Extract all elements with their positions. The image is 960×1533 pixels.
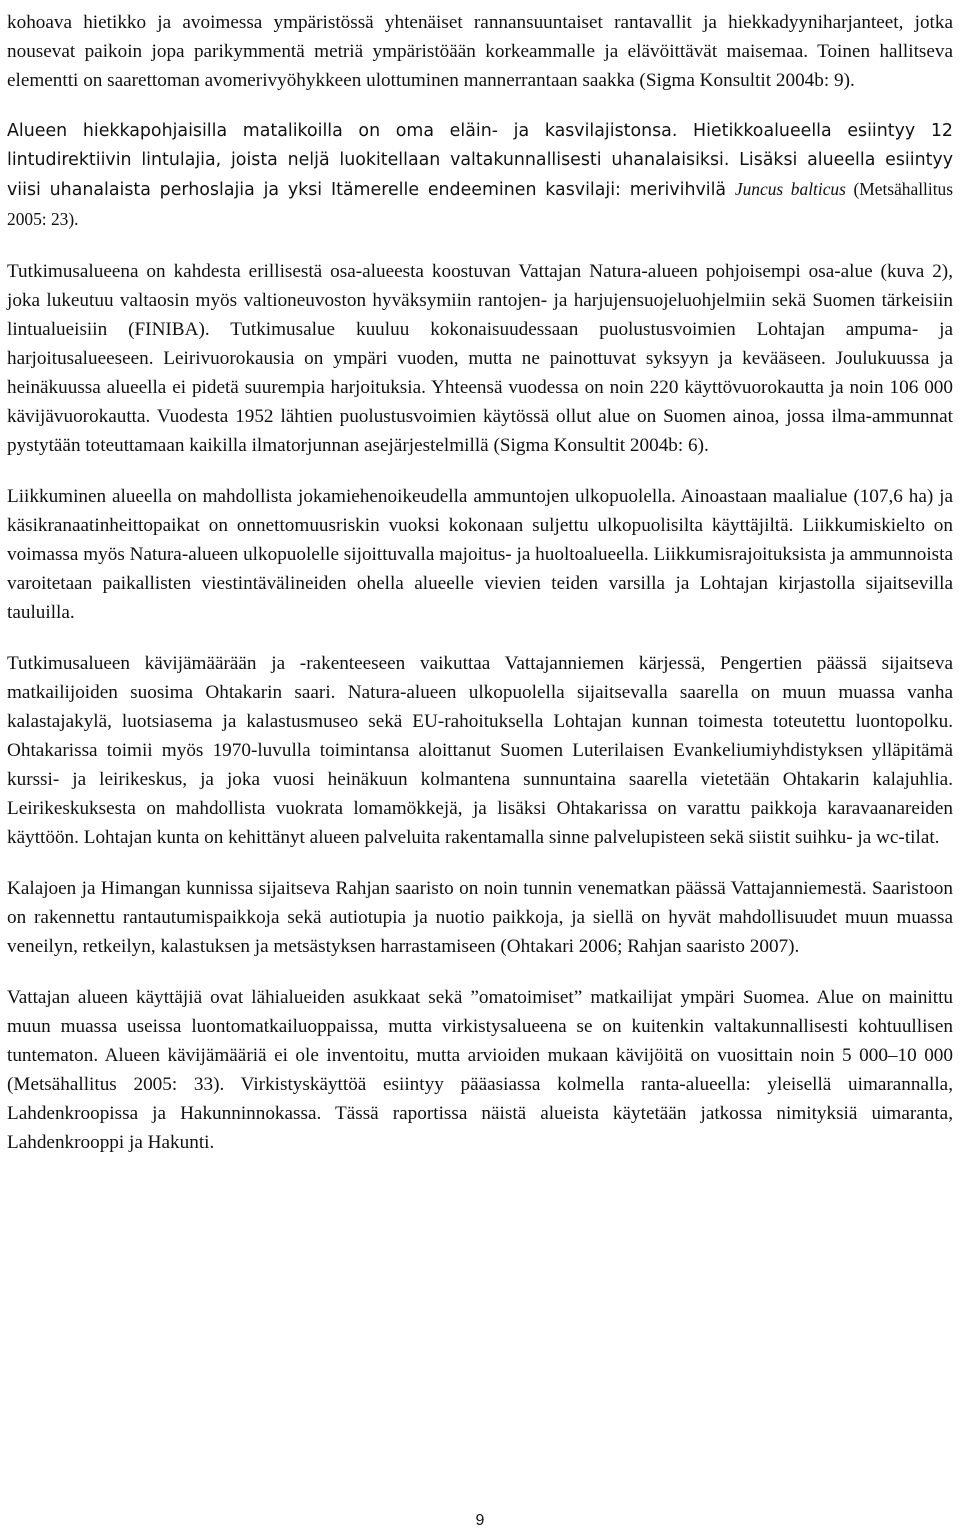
paragraph-spacer <box>7 95 953 117</box>
paragraph-visitors: Vattajan alueen käyttäjiä ovat lähialueiden asukkaat sekä ”omatoimiset” matkailijat ympäri Suomea. Alue on mainittu muun muassa useissa luontomatkailuoppaissa, mutta virkistysalueena se on kuitenkin valtakunnallisesti kohtuullisen tuntematon. Alueen kävijämääriä ei ole inventoitu, mutta arvioiden mukaan kävijöitä on vuosittain noin 5 000–10 000 (Metsähallitus 2005: 33). Virkistyskäyttöä esiintyy pääasiassa kolmella ranta-alueella: yleisellä uimarannalla, Lahdenkroopissa ja Hakunninnokassa. Tässä raportissa näistä alueista käytetään jatkossa nimityksiä uimaranta, Lahdenkrooppi ja Hakunti. <box>7 987 953 1153</box>
paragraph-spacer <box>7 852 953 874</box>
paragraph-rahja: Kalajoen ja Himangan kunnissa sijaitseva Rahjan saaristo on noin tunnin venematkan päässä Vattajanniemestä. Saaristoon on rakennettu rantautumispaikkoja sekä autiotupia ja nuotio paikkoja, ja siellä on hyvät mahdollisuudet muun muassa veneilyn, retkeilyn, kalastuksen ja metsästyksen harrastamiseen (Ohtakari 2006; Rahjan saaristo 2007). <box>7 878 953 957</box>
paragraph-spacer <box>7 961 953 983</box>
paragraph-spacer <box>7 627 953 649</box>
paragraph-fauna-flora-citation: (Metsähallitus 2005: 23). <box>7 179 953 229</box>
paragraph-access: Liikkuminen alueella on mahdollista jokamiehenoikeudella ammuntojen ulkopuolella. Ainoastaan maalialue (107,6 ha) ja käsikranaatinheittopaikat on onnettomuusriskin vuoksi kokonaan suljettu ulkopuolisilta käyttäjiltä. Liikkumiskielto on voimassa myös Natura-alueen ulkopuolelle sijoittuvalla majoitus- ja huoltoalueella. Liikkumisrajoituksista ja ammunnoista varoitetaan paikallisten viestintävälineiden ohella alueelle vievien teiden varsilla ja Lohtajan kirjastolla sijaitsevilla tauluilla. <box>7 486 953 623</box>
paragraph-fauna-flora-text: Alueen hiekkapohjaisilla matalikoilla on oma eläin- ja kasvilajistonsa. Hietikkoalueella esiintyy 12 lintudirektiivin lintulajia, joista neljä luokitellaan valtakunnallisesti uhanalaisiksi. Lisäksi alueella esiintyy viisi uhanalaista perhoslajia ja yksi Itämerelle endeeminen kasvilaji: merivihvilä <box>7 121 953 200</box>
paragraph-spacer <box>7 235 953 257</box>
paragraph-ohtakari: Tutkimusalueen kävijämäärään ja -rakenteeseen vaikuttaa Vattajanniemen kärjessä, Pengertien päässä sijaitseva matkailijoiden suosima Ohtakarin saari. Natura-alueen ulkopuolella sijaitsevalla saarella on muun muassa vanha kalastajakylä, luotsiasema ja kalastusmuseo sekä EU-rahoituksella Lohtajan kunnan toimesta toteutettu luontopolku. Ohtakarissa toimii myös 1970-luvulla toimintansa aloittanut Suomen Luterilaisen Evankeliumiyhdistyksen ylläpitämä kurssi- ja leirikeskus, ja joka vuosi heinäkuun kolmantena sunnuntaina saarella vietetään Ohtakarin kalajuhlia. Leirikeskuksesta on mahdollista vuokrata lomamökkejä, ja lisäksi Ohtakarissa on varattu paikkoja karavaanareiden käyttöön. Lohtajan kunta on kehittänyt alueen palveluita rakentamalla sinne palvelupisteen sekä siistit suihku- ja wc-tilat. <box>7 653 953 848</box>
species-name: Juncus balticus <box>734 179 846 199</box>
paragraph-landscape: kohoava hietikko ja avoimessa ympäristössä yhtenäiset rannansuuntaiset rantavallit ja hiekkadyyniharjanteet, jotka nousevat paikoin jopa parikymmentä metriä ympäristöään korkeammalle ja elävöittävät maisemaa. Toinen hallitseva elementti on saarettoman avomerivyöhykkeen ulottuminen mannerrantaan saakka (Sigma Konsultit 2004b: 9). <box>7 12 953 91</box>
page-number: 9 <box>475 1512 485 1529</box>
paragraph-fauna-flora <box>7 117 953 235</box>
document-body <box>7 8 953 1157</box>
paragraph-spacer <box>7 460 953 482</box>
paragraph-study-area: Tutkimusalueena on kahdesta erillisestä osa-alueesta koostuvan Vattajan Natura-alueen pohjoisempi osa-alue (kuva 2), joka lukeutuu valtaosin myös valtioneuvoston hyväksymiin rantojen- ja harjujensuojeluohjelmiin sekä Suomen tärkeisiin lintualueisiin (FINIBA). Tutkimusalue kuuluu kokonaisuudessaan puolustusvoimien Lohtajan ampuma- ja harjoitusalueeseen. Leirivuorokausia on ympäri vuoden, mutta ne painottuvat syksyyn ja kevääseen. Joulukuussa ja heinäkuussa alueella ei pidetä suurempia harjoituksia. Yhteensä vuodessa on noin 220 käyttövuorokautta ja noin 106 000 kävijävuorokautta. Vuodesta 1952 lähtien puolustusvoimien käytössä ollut alue on Suomen ainoa, jossa ilma-ammunnat pystytään toteuttamaan kaikilla ilmatorjunnan asejärjestelmillä (Sigma Konsultit 2004b: 6). <box>7 261 953 456</box>
